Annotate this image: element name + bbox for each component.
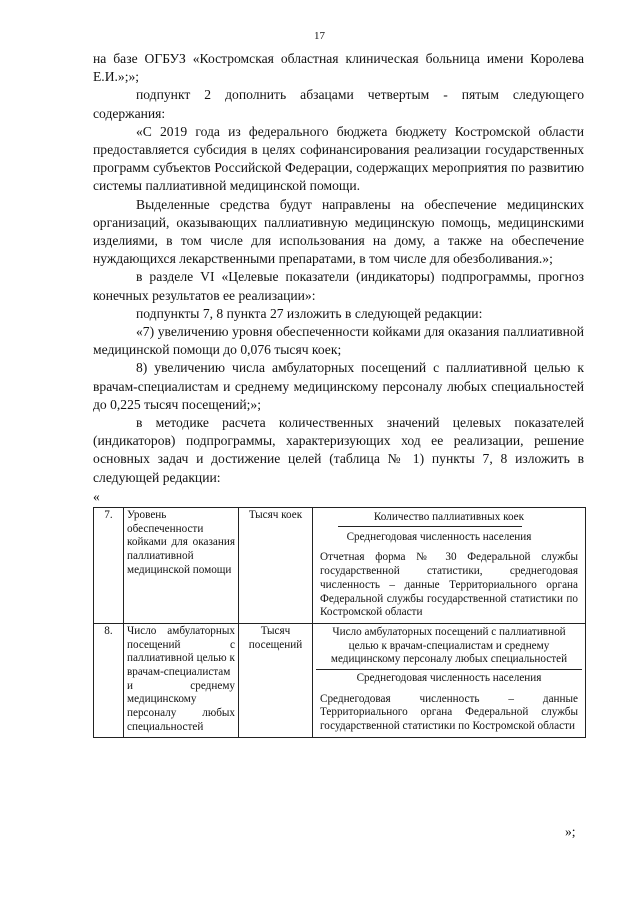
indicator-name: Число амбулаторных посещений с паллиативной целью к врачам-специалистам и среднему медицинскому персоналу любых специальностей	[124, 623, 239, 737]
formula-numerator: Число амбулаторных посещений с паллиативной целью к врачам-специалистам и среднему медицинскому персоналу любых специальностей	[330, 625, 568, 666]
page-number: 17	[314, 30, 325, 42]
calculation-cell	[313, 623, 586, 737]
data-source: Отчетная форма № 30 Федеральной службы государственной статистики, среднегодовая численность – данные Территориального органа Федеральной службы государственной статистики по Костромской области	[320, 551, 578, 619]
unit-of-measure: Тысяч коек	[239, 508, 313, 624]
paragraph-1: на базе ОГБУЗ «Костромская областная клиническая больница имени Королева Е.И.»;»;	[93, 51, 584, 85]
paragraph-5: в разделе VI «Целевые показатели (индикаторы) подпрограммы, прогноз конечных результатов ее реализации»:	[93, 269, 584, 303]
opening-quote: «	[93, 489, 100, 504]
paragraph-9: в методике расчета количественных значений целевых показателей (индикаторов) подпрограммы, характеризующих ход ее реализации, решение основных задач и достижение целей (таблица № 1) пункты 7, 8 изложить в следующей редакции:	[93, 415, 584, 485]
unit-of-measure: Тысяч посещений	[239, 623, 313, 737]
data-source: Среднегодовая численность – данные Территориального органа Федеральной службы государственной статистики по Костромской области	[320, 692, 578, 733]
table-row	[94, 508, 586, 624]
table-row	[94, 623, 586, 737]
indicators-table	[93, 507, 586, 738]
indicator-name: Уровень обеспеченности койками для оказания паллиативной медицинской помощи	[124, 508, 239, 624]
document-body	[93, 50, 584, 487]
row-number: 7.	[94, 508, 124, 624]
closing-quote: »;	[565, 824, 576, 839]
paragraph-3: «С 2019 года из федерального бюджета бюджету Костромской области предоставляется субсидия в целях софинансирования реализации государственных программ субъектов Российской Федерации, содержащих мероприятия по развитию системы паллиативной медицинской помощи.	[93, 123, 584, 194]
formula-numerator: Количество паллиативных коек	[373, 511, 525, 523]
paragraph-7: «7) увеличению уровня обеспеченности койками для оказания паллиативной медицинской помощи до 0,076 тысяч коек;	[93, 324, 584, 358]
paragraph-2: подпункт 2 дополнить абзацами четвертым - пятым следующего содержания:	[93, 87, 584, 121]
paragraph-6: подпункты 7, 8 пункта 27 изложить в следующей редакции:	[136, 305, 483, 321]
formula-denominator: Среднегодовая численность населения	[346, 530, 532, 543]
calculation-cell	[313, 508, 586, 624]
paragraph-4: Выделенные средства будут направлены на обеспечение медицинских организаций, оказывающих паллиативную медицинскую помощь, медицинскими изделиями, в том числе для использования на дому, а также на обеспечение нуждающихся лекарственными препаратами, в том числе для обезболивания.»;	[93, 196, 584, 267]
formula-denominator: Среднегодовая численность населения	[316, 669, 582, 689]
row-number: 8.	[94, 623, 124, 737]
paragraph-8: 8) увеличению числа амбулаторных посещений с паллиативной целью к врачам-специалистам и среднему медицинскому персоналу любых специальностей до 0,225 тысяч посещений;»;	[93, 360, 584, 412]
